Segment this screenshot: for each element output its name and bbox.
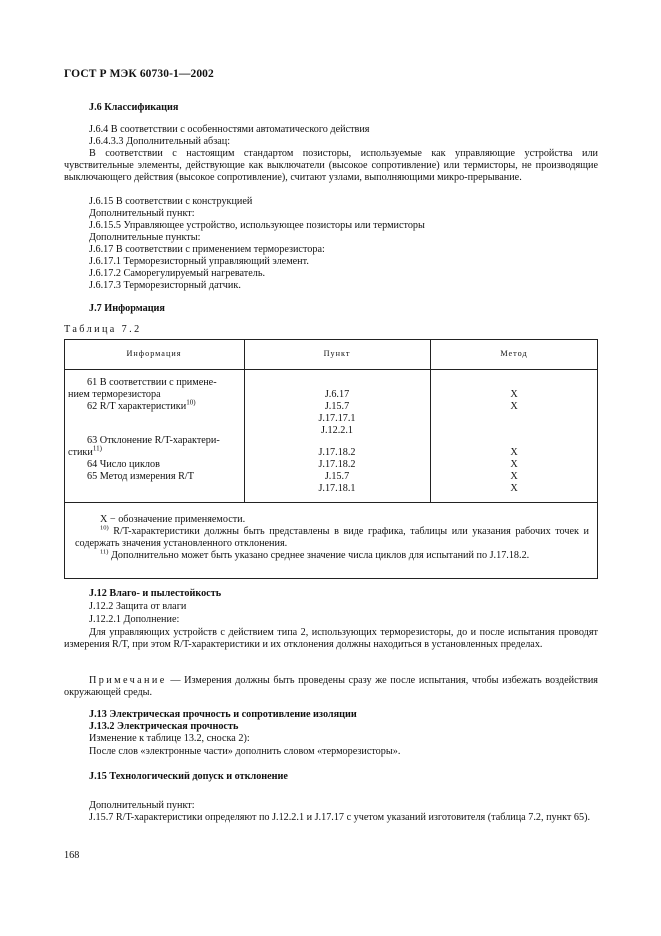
text-line: Дополнительные пункты:: [89, 232, 201, 243]
table-cell-clause: J.15.7: [324, 401, 350, 412]
column-header-method: Метод: [500, 349, 528, 358]
text-line: J.6.17.3 Терморезисторный датчик.: [89, 280, 241, 291]
page-number: 168: [64, 850, 80, 861]
section-heading-j13: J.13 Электрическая прочность и сопротивление изоляции: [89, 709, 357, 720]
table-cell-clause: J.17.18.2: [318, 447, 356, 458]
table-cell-method: X: [510, 401, 518, 412]
text-line: J.6.17.1 Терморезисторный управляющий элемент.: [89, 256, 309, 267]
table-cell-info: 63 Отклонение R/T-характери-: [87, 435, 220, 446]
table-header-rule: [64, 369, 598, 370]
text-line: J.12.2.1 Дополнение:: [89, 614, 180, 625]
table-cell-method: X: [510, 471, 518, 482]
table-cell-clause: J.17.18.2: [318, 459, 356, 470]
table-cell-info: 65 Метод измерения R/T: [87, 471, 194, 482]
text-line: J.6.15 В соответствии с конструкцией: [89, 196, 253, 207]
document-header: ГОСТ Р МЭК 60730-1—2002: [64, 68, 214, 80]
table-cell-method: X: [510, 459, 518, 470]
note: Примечание — Измерения должны быть проведены сразу же после испытания, чтобы избежать воздействия окружающей среды.: [64, 675, 598, 698]
section-heading-j6: J.6 Классификация: [89, 102, 179, 113]
text-line: J.6.17.2 Саморегулируемый нагреватель.: [89, 268, 266, 279]
table-cell-method: X: [510, 447, 518, 458]
table-cell-info: стики$^{11)}$: [68, 444, 102, 458]
table-cell-info: 61 В соответствии с примене-: [87, 377, 217, 388]
section-heading-j12: J.12 Влаго- и пылестойкость: [89, 588, 222, 599]
table-cell-clause: J.12.2.1: [321, 425, 353, 436]
table-note: X − обозначение применяемости.: [100, 514, 246, 525]
paragraph: В соответствии с настоящим стандартом позисторы, используемые как управляющие устройства или чувствительные элементы, действующие как выключатели (высокое сопротивление) или термисторы, не производящие выключающего действия (высокое сопротивление), считают узлами, выполняющими микро-прерывание.: [64, 148, 598, 183]
table-cell-clause: J.15.7: [324, 471, 350, 482]
table-footnote-10: $^{10)}$ R/T-характеристики должны быть представлены в виде графика, таблицы или указания рабочих точек и содержать значения установленного отклонения.: [75, 524, 589, 549]
section-heading-j15: J.15 Технологический допуск и отклонение: [89, 771, 288, 782]
table-cell-info: 64 Число циклов: [87, 459, 160, 470]
table-caption: Таблица 7.2: [64, 324, 142, 335]
paragraph: J.15.7 R/T-характеристики определяют по J.12.2.1 и J.17.17 с учетом указаний изготовителя (таблица 7.2, пункт 65).: [89, 812, 591, 823]
text-line: Дополнительный пункт:: [89, 208, 195, 219]
text-line: Изменение к таблице 13.2, сноска 2):: [89, 733, 250, 744]
table-cell-method: X: [510, 483, 518, 494]
table-notes-rule: [64, 502, 598, 503]
text-line: J.6.17 В соответствии с применением терморезистора:: [89, 244, 325, 255]
column-header-info: Информация: [126, 349, 182, 358]
table-cell-clause: J.6.17: [324, 389, 350, 400]
paragraph: Для управляющих устройств с действием типа 2, использующих терморезисторы, до и после испытания проводят измерения R/T, при этом R/T-характеристики и их отклонения должны находиться в установленных пределах.: [64, 627, 598, 650]
text-line: J.12.2 Защита от влаги: [89, 601, 187, 612]
table-cell-info: нием терморезистора: [68, 389, 161, 400]
subsection-heading-j13-2: J.13.2 Электрическая прочность: [89, 721, 239, 732]
text-line: После слов «электронные части» дополнить словом «терморезисторы».: [89, 746, 401, 757]
text-line: J.6.4.3.3 Дополнительный абзац:: [89, 136, 231, 147]
table-footnote-11: $^{11)}$ Дополнительно может быть указано среднее значение числа циклов для испытаний по J.17.18.2.: [100, 548, 530, 561]
text-line: J.6.4 В соответствии с особенностями автоматического действия: [89, 124, 370, 135]
table-cell-clause: J.17.18.1: [318, 483, 356, 494]
section-heading-j7: J.7 Информация: [89, 303, 165, 314]
table-cell-info: 62 R/T характеристики$^{10)}$: [87, 398, 196, 412]
column-header-clause: Пункт: [323, 349, 351, 358]
text-line: Дополнительный пункт:: [89, 800, 195, 811]
table-cell-method: X: [510, 389, 518, 400]
table-cell-clause: J.17.17.1: [318, 413, 356, 424]
text-line: J.6.15.5 Управляющее устройство, использующее позисторы или термисторы: [89, 220, 425, 231]
